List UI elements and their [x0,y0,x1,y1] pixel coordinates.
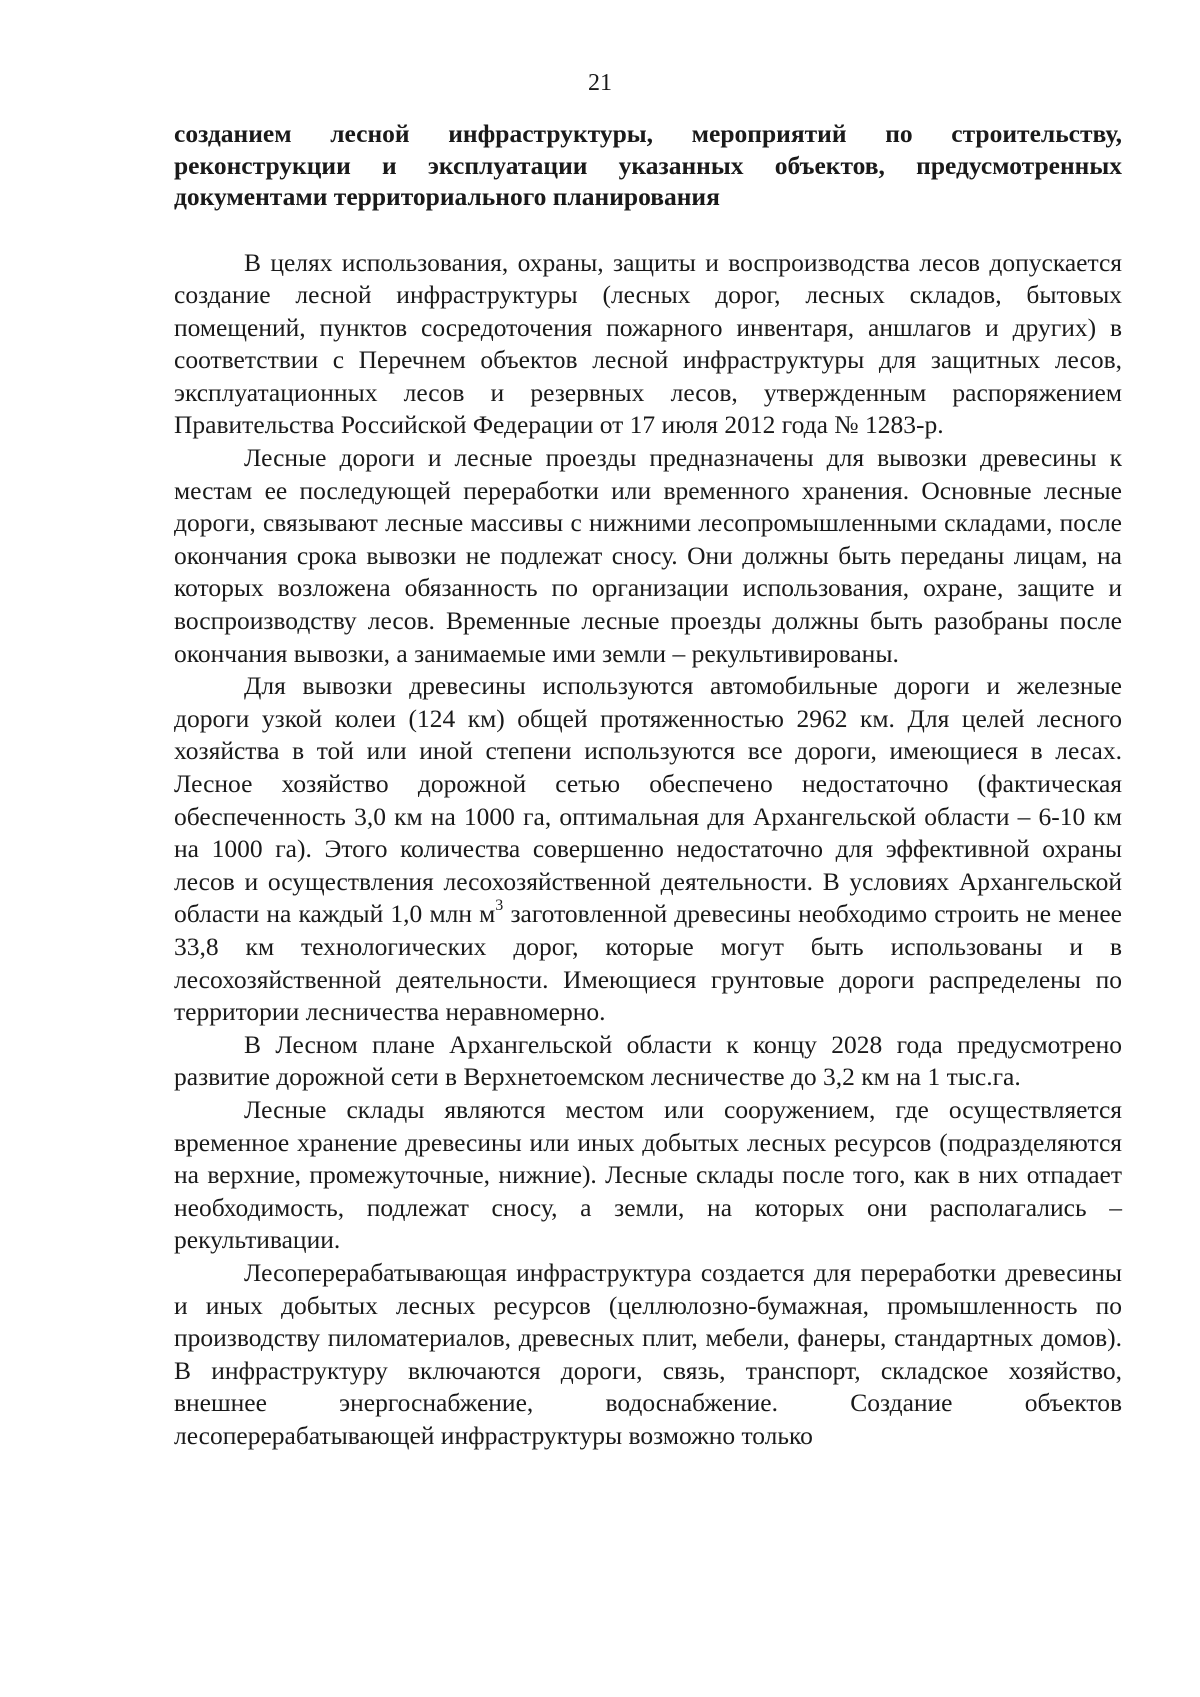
cubic-superscript: 3 [495,897,504,915]
paragraph-processing-infrastructure: Лесоперерабатывающая инфраструктура создается для переработки древесины и иных добытых лесных ресурсов (целлюлозно-бумажная, промышленность по производству пиломатериалов, древесных плит, мебели, фанеры, стандартных домов). В инфраструктуру включаются дороги, связь, транспорт, складское хозяйство, внешнее энергоснабжение, водоснабжение. Создание объектов лесоперерабатывающей инфраструктуры возможно только [174,1257,1122,1450]
section-heading: созданием лесной инфраструктуры, мероприятий по строительству, реконструкции и эксплуатации указанных объектов, предусмотренных документами территориального планирования [174,119,1122,211]
page-content [174,118,1122,1452]
paragraph-road-network [174,670,1122,1029]
paragraph-forest-warehouses: Лесные склады являются местом или сооружением, где осуществляется временное хранение древесины или иных добытых лесных ресурсов (подразделяются на верхние, промежуточные, нижние). Лесные склады после того, как в них отпадает необходимость, подлежат сносу, а земли, на которых они располагались – рекультивации. [174,1094,1122,1255]
paragraph-road-network-part2: заготовленной древесины необходимо строить не менее 33,8 км технологических дорог, которые могут быть использованы и в лесохозяйственной деятельности. Имеющиеся грунтовые дороги распределены по территории лесничества неравномерно. [174,899,1123,1027]
paragraph-infrastructure-intro: В целях использования, охраны, защиты и воспроизводства лесов допускается создание лесной инфраструктуры (лесных дорог, лесных складов, бытовых помещений, пунктов сосредоточения пожарного инвентаря, аншлагов и других) в соответствии с Перечнем объектов лесной инфраструктуры для защитных лесов, эксплуатационных лесов и резервных лесов, утвержденным распоряжением Правительства Российской Федерации от 17 июля 2012 года № 1283-р. [174,247,1122,440]
paragraph-forest-roads: Лесные дороги и лесные проезды предназначены для вывозки древесины к местам ее последующей переработки или временного хранения. Основные лесные дороги, связывают лесные массивы с нижними лесопромышленными складами, после окончания срока вывозки не подлежат сносу. Они должны быть переданы лицам, на которых возложена обязанность по организации использования, охране, защите и воспроизводству лесов. Временные лесные проезды должны быть разобраны после окончания вывозки, а занимаемые ими земли – рекультивированы. [174,443,1122,668]
paragraph-road-network-part1: Для вывозки древесины используются автомобильные дороги и железные дороги узкой колеи (124 км) общей протяженностью 2962 км. Для целей лесного хозяйства в той или иной степени используются все дороги, имеющиеся в лесах. Лесное хозяйство дорожной сетью обеспечено недостаточно (фактическая обеспеченность 3,0 км на 1000 га, оптимальная для Архангельской области – 6-10 км на 1000 га). Этого количества совершенно недостаточно для эффективной охраны лесов и осуществления лесохозяйственной деятельности. В условиях Архангельской области на каждый 1,0 млн м [174,671,1122,929]
page-number: 21 [588,70,612,96]
body-text [174,247,1122,1453]
paragraph-forest-plan: В Лесном плане Архангельской области к концу 2028 года предусмотрено развитие дорожной сети в Верхнетоемском лесничестве до 3,2 км на 1 тыс.га. [174,1029,1122,1092]
